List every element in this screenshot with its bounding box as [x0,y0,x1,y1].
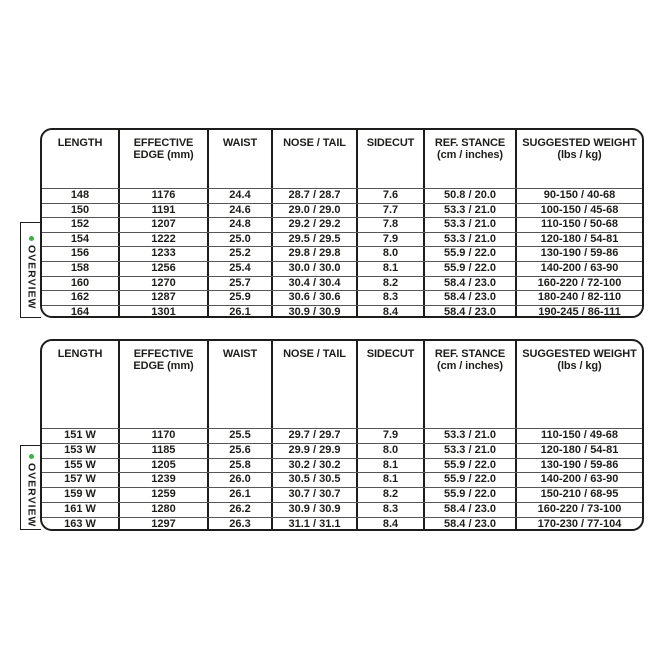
table-cell: 130-190 / 59-86 [515,247,642,261]
table-cell: 8.3 [356,503,423,517]
table-cell: 30.4 / 30.4 [271,277,356,291]
table-cell: 58.4 / 23.0 [423,306,515,318]
table-cell: 29.9 / 29.9 [271,444,356,458]
table-cell: 1176 [118,189,207,203]
table-cell: 30.9 / 30.9 [271,503,356,517]
table-cell: 25.0 [207,233,271,247]
table-cell: 8.4 [356,518,423,531]
table-cell: 53.3 / 21.0 [423,233,515,247]
table-cell: 58.4 / 23.0 [423,277,515,291]
column-header: SUGGESTED WEIGHT (lbs / kg) [515,130,642,188]
table-cell: 24.4 [207,189,271,203]
overview-tab-wide [20,445,41,530]
table-body [42,428,642,531]
table-cell: 161 W [64,502,96,515]
table-cell: 1191 [118,204,207,218]
table-cell: 25.8 [207,459,271,473]
table-row [42,517,642,531]
table-cell: 55.9 / 22.0 [423,459,515,473]
table-cell: 30.5 / 30.5 [271,473,356,487]
table-cell: 1297 [118,518,207,531]
table-cell: 58.4 / 23.0 [423,518,515,531]
column-header: SUGGESTED WEIGHT (lbs / kg) [515,341,642,428]
table-cell: 8.4 [356,306,423,318]
table-cell: 7.6 [356,189,423,203]
table-cell: 8.0 [356,444,423,458]
table-row [42,276,642,291]
table-cell: 29.0 / 29.0 [271,204,356,218]
table-cell: 25.4 [207,262,271,276]
table-cell: 162 [70,291,90,304]
table-cell: 53.3 / 21.0 [423,429,515,443]
table-cell: 58.4 / 23.0 [423,503,515,517]
column-header: LENGTH [57,348,103,360]
table-row [42,472,642,487]
column-header: SIDECUT [356,341,423,428]
table-cell: 26.0 [207,473,271,487]
table-cell: 1233 [118,247,207,261]
table-cell: 29.2 / 29.2 [271,218,356,232]
table-cell: 25.6 [207,444,271,458]
table-cell: 26.3 [207,518,271,531]
table-cell: 8.2 [356,277,423,291]
table-cell: 120-180 / 54-81 [515,444,642,458]
overview-tab-standard [20,222,41,318]
table-cell: 150-210 / 68-95 [515,488,642,502]
table-cell: 110-150 / 49-68 [515,429,642,443]
green-dot-icon [29,236,34,241]
table-cell: 55.9 / 22.0 [423,262,515,276]
table-cell: 170-230 / 77-104 [515,518,642,531]
table-body [42,188,642,318]
table-cell: 26.2 [207,503,271,517]
table-cell: 30.9 / 30.9 [271,306,356,318]
table-cell: 160 [70,276,90,289]
table-cell: 25.5 [207,429,271,443]
table-cell: 24.8 [207,218,271,232]
table-row [42,232,642,247]
table-row [42,305,642,318]
table-cell: 1280 [118,503,207,517]
column-header: EFFECTIVE EDGE (mm) [118,341,207,428]
column-header: NOSE / TAIL [271,130,356,188]
table-cell: 180-240 / 82-110 [515,291,642,305]
table-cell: 53.3 / 21.0 [423,218,515,232]
table-cell: 29.8 / 29.8 [271,247,356,261]
table-cell: 153 W [64,443,96,456]
table-cell: 8.2 [356,488,423,502]
table-cell: 8.1 [356,262,423,276]
table-cell: 152 [70,218,90,231]
overview-tab-label: OVERVIEW [25,462,38,528]
table-header-row [42,341,642,428]
table-cell: 130-190 / 59-86 [515,459,642,473]
table-cell: 30.0 / 30.0 [271,262,356,276]
column-header: SIDECUT [356,130,423,188]
table-cell: 150 [70,203,90,216]
table-cell: 1170 [118,429,207,443]
table-cell: 8.1 [356,459,423,473]
table-cell: 53.3 / 21.0 [423,444,515,458]
column-header: WAIST [207,130,271,188]
size-table-standard [40,128,644,318]
table-cell: 120-180 / 54-81 [515,233,642,247]
table-cell: 55.9 / 22.0 [423,473,515,487]
table-row [42,502,642,517]
table-cell: 190-245 / 86-111 [515,306,642,318]
table-cell: 155 W [64,458,96,471]
size-table-wide [40,339,644,531]
table-cell: 26.1 [207,306,271,318]
table-cell: 58.4 / 23.0 [423,291,515,305]
table-cell: 159 W [64,488,96,501]
table-cell: 55.9 / 22.0 [423,247,515,261]
table-cell: 30.7 / 30.7 [271,488,356,502]
table-cell: 1259 [118,488,207,502]
table-cell: 1256 [118,262,207,276]
column-header: REF. STANCE (cm / inches) [423,130,515,188]
table-cell: 164 [70,305,90,318]
table-cell: 1222 [118,233,207,247]
table-row [42,217,642,232]
column-header: LENGTH [57,137,103,149]
table-cell: 160-220 / 73-100 [515,503,642,517]
table-cell: 1185 [118,444,207,458]
table-cell: 53.3 / 21.0 [423,204,515,218]
table-cell: 1287 [118,291,207,305]
table-cell: 25.9 [207,291,271,305]
green-dot-icon [29,454,34,459]
column-header: WAIST [207,341,271,428]
table-cell: 29.5 / 29.5 [271,233,356,247]
table-cell: 160-220 / 72-100 [515,277,642,291]
table-cell: 1301 [118,306,207,318]
table-cell: 8.0 [356,247,423,261]
table-cell: 90-150 / 40-68 [515,189,642,203]
table-cell: 100-150 / 45-68 [515,204,642,218]
table-row [42,443,642,458]
table-cell: 30.2 / 30.2 [271,459,356,473]
table-cell: 31.1 / 31.1 [271,518,356,531]
table-row [42,428,642,443]
table-cell: 157 W [64,473,96,486]
table-cell: 140-200 / 63-90 [515,473,642,487]
table-cell: 1270 [118,277,207,291]
table-row [42,188,642,203]
table-header-row [42,130,642,188]
table-cell: 156 [70,247,90,260]
table-cell: 29.7 / 29.7 [271,429,356,443]
table-cell: 8.1 [356,473,423,487]
table-cell: 154 [70,232,90,245]
table-cell: 25.7 [207,277,271,291]
table-cell: 151 W [64,429,96,441]
table-cell: 25.2 [207,247,271,261]
table-row [42,487,642,502]
table-row [42,203,642,218]
table-row [42,290,642,305]
table-cell: 1239 [118,473,207,487]
column-header: REF. STANCE (cm / inches) [423,341,515,428]
table-cell: 50.8 / 20.0 [423,189,515,203]
table-row [42,458,642,473]
table-cell: 158 [70,261,90,274]
table-cell: 1207 [118,218,207,232]
table-cell: 26.1 [207,488,271,502]
overview-tab-label: OVERVIEW [25,245,38,310]
table-cell: 7.8 [356,218,423,232]
table-cell: 24.6 [207,204,271,218]
table-cell: 148 [70,189,90,201]
table-cell: 30.6 / 30.6 [271,291,356,305]
table-cell: 28.7 / 28.7 [271,189,356,203]
table-cell: 7.7 [356,204,423,218]
table-cell: 7.9 [356,429,423,443]
table-cell: 163 W [64,517,96,530]
column-header: EFFECTIVE EDGE (mm) [118,130,207,188]
table-cell: 140-200 / 63-90 [515,262,642,276]
table-cell: 7.9 [356,233,423,247]
table-cell: 110-150 / 50-68 [515,218,642,232]
table-cell: 8.3 [356,291,423,305]
table-cell: 55.9 / 22.0 [423,488,515,502]
table-row [42,261,642,276]
column-header: NOSE / TAIL [271,341,356,428]
table-row [42,246,642,261]
table-cell: 1205 [118,459,207,473]
